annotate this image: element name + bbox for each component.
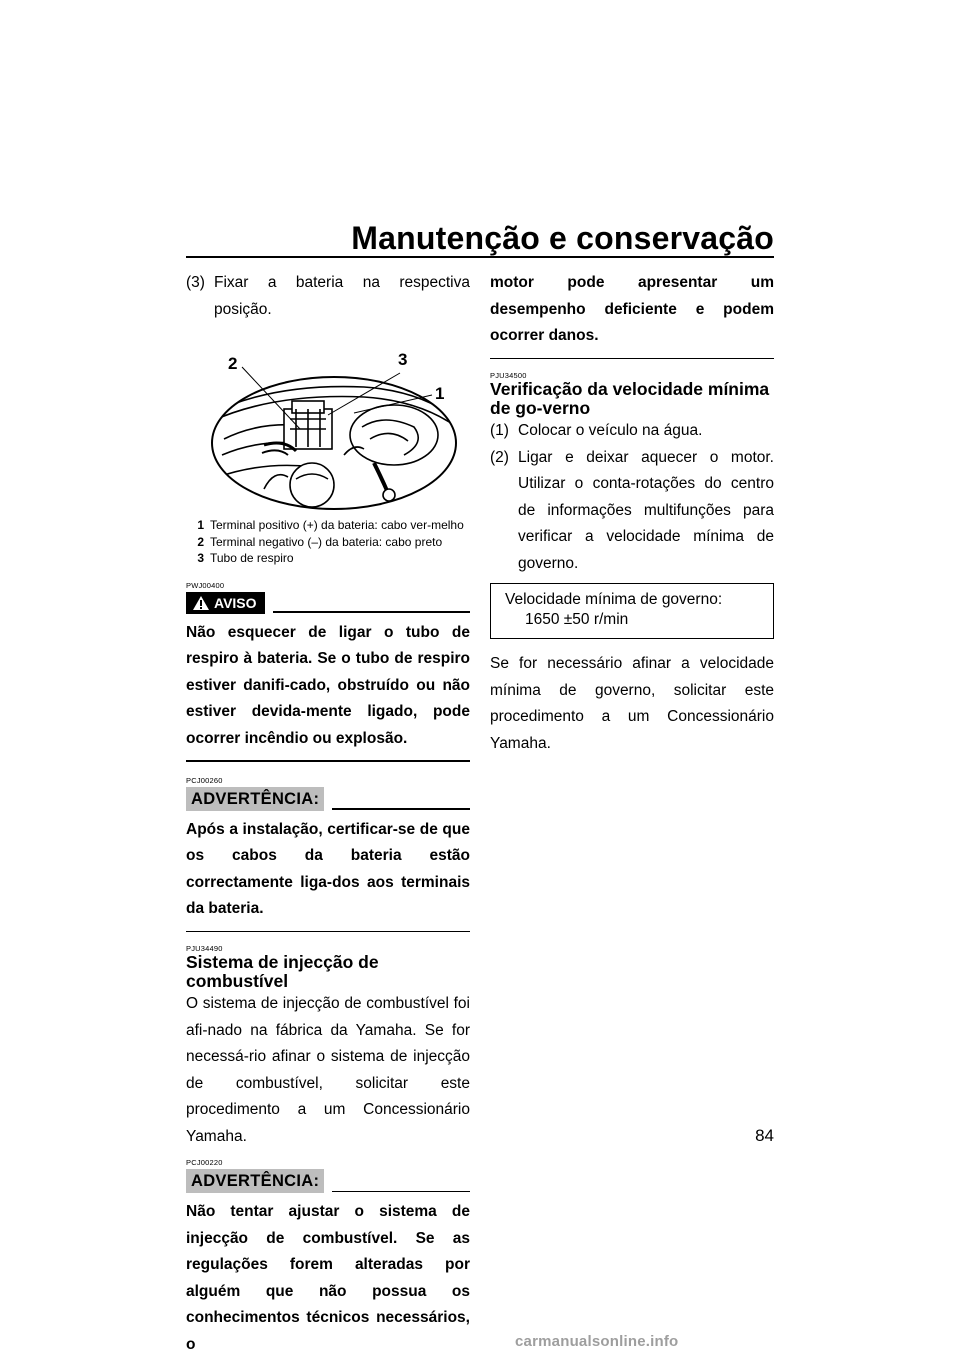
step-number: (3) <box>186 274 205 291</box>
page-number: 84 <box>755 1126 774 1145</box>
advertencia-text: Não tentar ajustar o sistema de injecção de combustível. Se as regulações forem alteradas por alguém que não possua os conhecimentos técnicos necessários, o <box>186 1203 470 1353</box>
section-heading: Sistema de injecção de combustível <box>186 952 379 991</box>
aviso-badge: AVISO <box>186 592 265 614</box>
callout-1: 1 <box>435 384 445 403</box>
advertencia-text-continued: motor pode apresentar um desempenho deficiente e podem ocorrer danos. <box>490 274 774 344</box>
step-text: Colocar o veículo na água. <box>518 422 703 439</box>
legend-item: 1 Terminal positivo (+) da bateria: cabo ver-melho <box>197 518 464 532</box>
title-rule <box>186 256 774 258</box>
section-text: Se for necessário afinar a velocidade mínima de governo, solicitar este procedimento a um Concessionário Yamaha. <box>490 655 774 752</box>
spec-box <box>490 583 774 639</box>
left-column <box>186 270 470 1358</box>
callout-2: 2 <box>228 354 238 373</box>
aviso-code: PWJ00400 <box>186 580 225 590</box>
aviso-header <box>186 592 470 614</box>
step-number: (2) <box>490 448 509 466</box>
advertencia-code: PCJ00260 <box>186 775 223 785</box>
battery-figure <box>204 343 464 511</box>
end-rule <box>186 931 470 933</box>
advertencia-code: PCJ00220 <box>186 1158 223 1167</box>
end-rule <box>490 358 774 360</box>
aviso-text: Não esquecer de ligar o tubo de respiro à bateria. Se o tubo de respiro estiver danifi-cado, obstruído ou não estiver devida-mente ligado, pode ocorrer incêndio ou explosão. <box>186 623 470 747</box>
step-1 <box>490 418 774 445</box>
step-3 <box>186 270 470 323</box>
advertencia-badge: ADVERTÊNCIA: <box>186 787 324 811</box>
step-2 <box>490 445 774 578</box>
warning-triangle-icon <box>192 595 210 611</box>
step-text: Ligar e deixar aquecer o motor. Utilizar o conta-rotações do centro de informações multifunções para verificar a velocidade mínima de governo. <box>518 448 774 572</box>
advertencia-text: Após a instalação, certificar-se de que os cabos da bateria estão correctamente liga-dos aos terminais da bateria. <box>186 820 470 917</box>
page-title: Manutenção e conservação <box>351 220 774 256</box>
step-number: (1) <box>490 422 509 439</box>
legend-item: 3 Tubo de respiro <box>197 551 294 565</box>
advertencia-header <box>186 787 470 811</box>
step-text: Fixar a bateria na respectiva posição. <box>214 274 470 318</box>
callout-3: 3 <box>398 350 408 369</box>
section-code: PJU34500 <box>490 371 527 380</box>
battery-illustration <box>204 343 464 511</box>
spec-value: 1650 ±50 r/min <box>525 611 629 628</box>
figure-legend <box>192 517 470 567</box>
watermark: carmanualsonline.info <box>515 1333 679 1350</box>
header-rule <box>332 1191 470 1193</box>
legend-item: 2 Terminal negativo (–) da bateria: cabo preto <box>197 534 443 549</box>
advertencia-badge: ADVERTÊNCIA: <box>186 1169 324 1193</box>
section-code: PJU34490 <box>186 944 223 953</box>
section-text: O sistema de injecção de combustível foi afi-nado na fábrica da Yamaha. Se for necessá-rio afinar o sistema de injecção de combustível, solicitar este procedimento a um Concessionário Yamaha. <box>186 995 470 1145</box>
right-column <box>490 270 774 757</box>
spec-label: Velocidade mínima de governo: <box>505 591 723 608</box>
end-rule <box>186 760 470 762</box>
section-heading: Verificação da velocidade mínima de go-verno <box>490 379 770 418</box>
header-rule <box>273 611 470 613</box>
advertencia-header <box>186 1169 470 1193</box>
header-rule <box>332 808 470 810</box>
